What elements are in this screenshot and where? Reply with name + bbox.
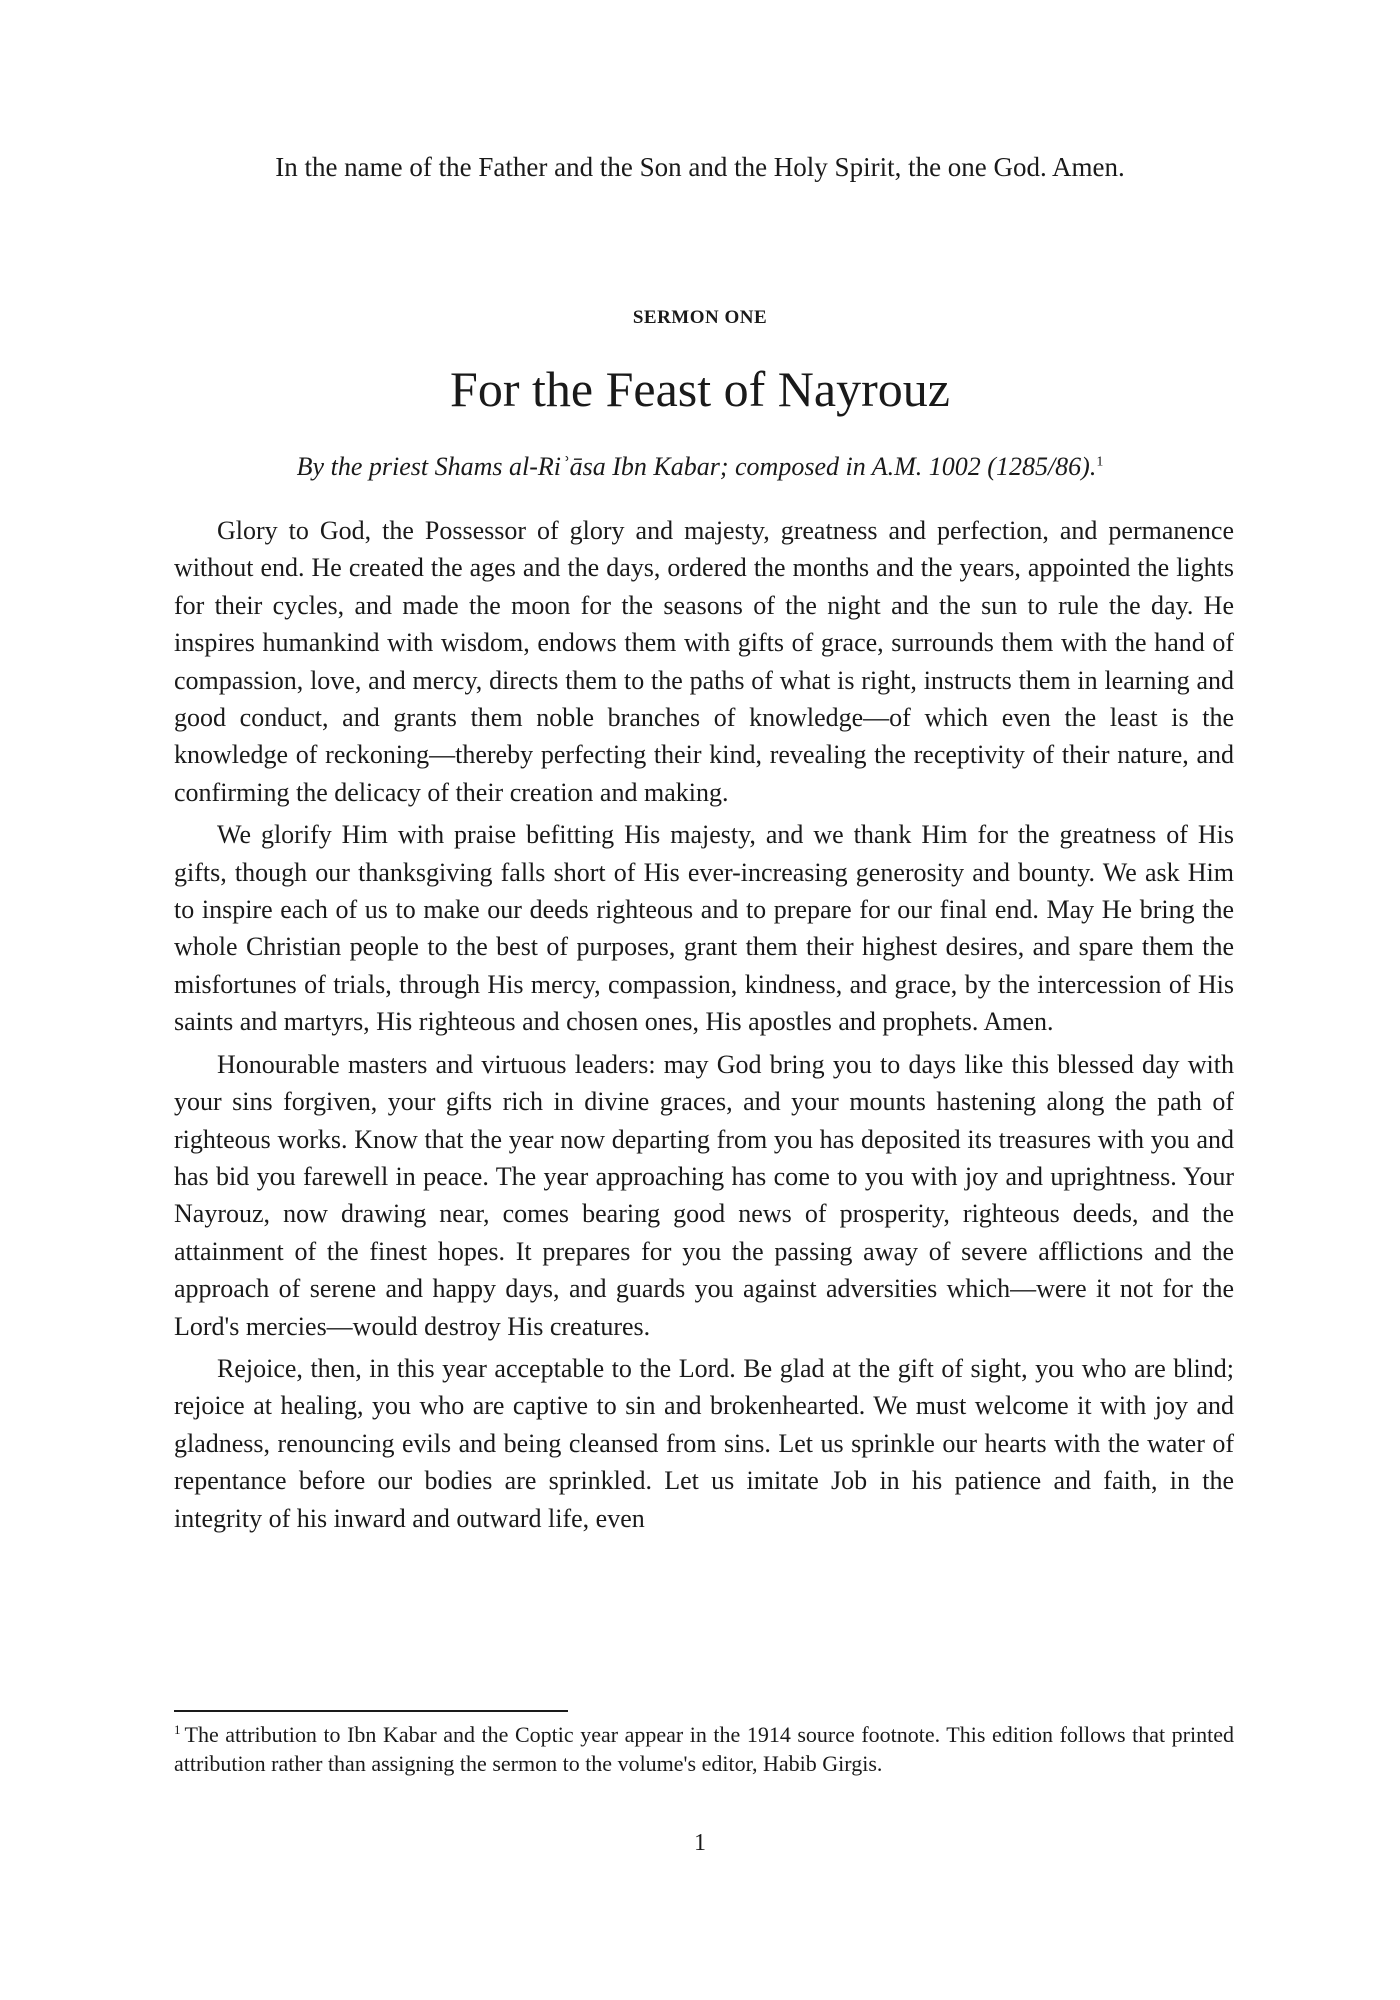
footnote: [174, 1720, 1234, 1778]
sermon-title: For the Feast of Nayrouz: [450, 361, 950, 417]
footnote-number: 1: [174, 1721, 181, 1737]
sermon-body: [174, 512, 1234, 1542]
footnote-text: The attribution to Ibn Kabar and the Coptic year appear in the 1914 source footnote. This edition follows that printed attribution rather than assigning the sermon to the volume's editor, Habib Girgis.: [174, 1722, 1234, 1776]
body-paragraph: Rejoice, then, in this year acceptable to the Lord. Be glad at the gift of sight, you who are blind; rejoice at healing, you who are captive to sin and brokenhearted. We must welcome it with joy and gladness, renouncing evils and being cleansed from sins. Let us sprinkle our hearts with the water of repentance before our bodies are sprinkled. Let us imitate Job in his patience and faith, in the integrity of his inward and outward life, even: [174, 1353, 1234, 1533]
footnote-reference[interactable]: 1: [1096, 454, 1104, 470]
footnote-divider: [174, 1710, 568, 1712]
byline: [0, 452, 1400, 482]
body-paragraph: Honourable masters and virtuous leaders: may God bring you to days like this blessed day with your sins forgiven, your gifts rich in divine graces, and your mounts hastening along the path of righteous works. Know that the year now departing from you has deposited its treasures with you and has bid you farewell in peace. The year approaching has come to you with joy and uprightness. Your Nayrouz, now drawing near, comes bearing good news of prosperity, righteous deeds, and the attainment of the finest hopes. It prepares for you the passing away of severe afflictions and the approach of serene and happy days, and guards you against adversities which—were it not for the Lord's mercies—would destroy His creatures.: [174, 1049, 1234, 1341]
byline-text: By the priest Shams al-Riʾāsa Ibn Kabar; composed in A.M. 1002 (1285/86).: [296, 452, 1097, 481]
body-paragraph: Glory to God, the Possessor of glory and majesty, greatness and perfection, and permanence without end. He created the ages and the days, ordered the months and the years, appointed the lights for their cycles, and made the moon for the seasons of the night and the sun to rule the day. He inspires humankind with wisdom, endows them with gifts of grace, surrounds them with the hand of compassion, love, and mercy, directs them to the paths of what is right, instructs them in learning and good conduct, and grants them noble branches of knowledge—of which even the least is the knowledge of reckoning—thereby perfecting their kind, revealing the receptivity of their nature, and confirming the delicacy of their creation and making.: [174, 516, 1234, 807]
page-number: 1: [694, 1830, 706, 1856]
sermon-label: SERMON ONE: [632, 307, 768, 328]
invocation-line: In the name of the Father and the Son and the Holy Spirit, the one God. Amen.: [275, 152, 1125, 182]
body-paragraph: We glorify Him with praise befitting His majesty, and we thank Him for the greatness of His gifts, though our thanksgiving falls short of His ever-increasing generosity and bounty. We ask Him to inspire each of us to make our deeds righteous and to prepare for our final end. May He bring the whole Christian people to the best of purposes, grant them their highest desires, and spare them the misfortunes of trials, through His mercy, compassion, kindness, and grace, by the intercession of His saints and martyrs, His righteous and chosen ones, His apostles and prophets. Amen.: [174, 820, 1234, 1037]
